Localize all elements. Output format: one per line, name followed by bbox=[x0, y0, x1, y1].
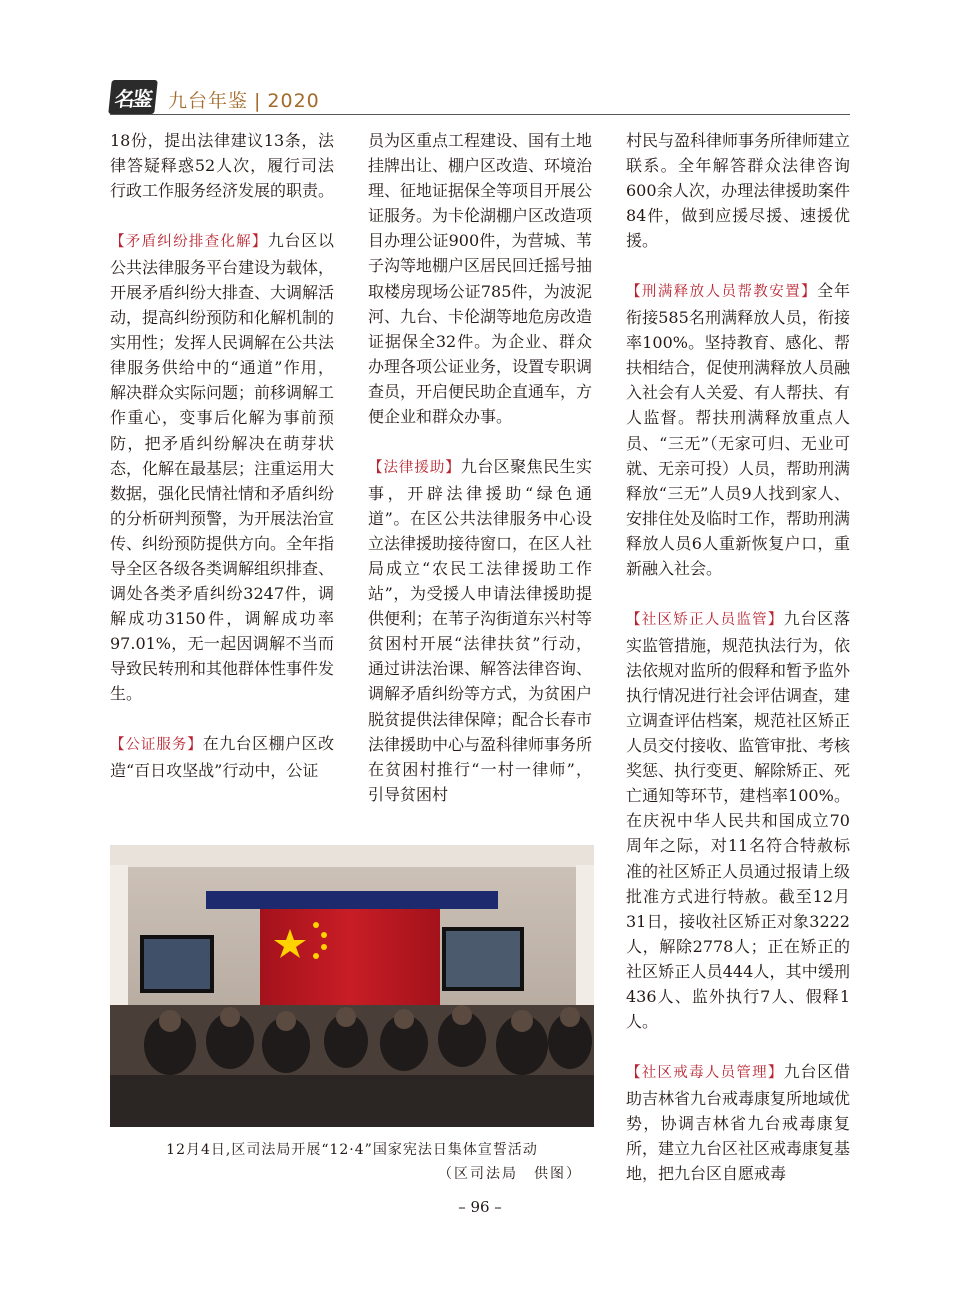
caption-text: 12月4日,区司法局开展“12·4”国家宪法日集体宣誓活动 bbox=[166, 1142, 538, 1158]
section-body: 九台区聚焦民生实事，开辟法律援助“绿色通道”。在区公共法律服务中心设立法律援助接待窗口，在区人社局成立“农民工法律援助工作站”，为受援人申请法律援助提供便利；在苇子沟街道东兴村等贫困村开展“法律扶贫”行动，通过讲法治课、解答法律咨询、调解矛盾纠纷等方式，为贫困户脱贫提供法律保障；配合长春市法律援助中心与盈科律师事务所在贫困村推行“一村一律师”，引导贫困村 bbox=[368, 456, 593, 804]
text-column-2 bbox=[368, 128, 592, 831]
page-number: – 96 – bbox=[458, 1198, 502, 1216]
paragraph: 村民与盈科律师事务所律师建立联系。全年解答群众法律咨询600余人次，办理法律援助案件84件，做到应援尽援、速援优援。 bbox=[626, 131, 851, 251]
section-tag: 【矛盾纠纷排查化解】 bbox=[110, 233, 268, 250]
paragraph: 18份，提出法律建议13条，法律答疑释惑52人次，履行司法行政工作服务经济发展的职责。 bbox=[110, 131, 335, 201]
meeting-room-illustration bbox=[110, 845, 594, 1127]
section-tag: 【社区戒毒人员管理】 bbox=[626, 1064, 784, 1081]
section-body: 在九台区棚户区改造“百日攻坚战”行动中，公证 bbox=[110, 734, 334, 781]
section-tag: 【社区矫正人员监管】 bbox=[626, 611, 784, 628]
section-notary bbox=[110, 731, 334, 783]
photo-caption bbox=[110, 1138, 594, 1186]
section-tag: 【公证服务】 bbox=[110, 737, 203, 754]
section-mediation bbox=[110, 228, 334, 707]
section-legal-aid bbox=[368, 454, 592, 807]
section-body: 九台区借助吉林省九台戒毒康复所地域优势，协调吉林省九台戒毒康复所，建立九台区社区戒毒康复基地，把九台区自愿戒毒 bbox=[626, 1061, 851, 1184]
paragraph: 员为区重点工程建设、国有土地挂牌出让、棚户区改造、环境治理、征地证据保全等项目开展公证服务。为卡伦湖棚户区改造项目办理公证900件，为营城、苇子沟等地棚户区居民回迁摇号抽取楼房现场公证785件，为波泥河、九台、卡伦湖等地危房改造证据保全32件。为企业、群众办理各项公证业务，设置专职调查员，开启便民助企直通车，方便企业和群众办事。 bbox=[368, 131, 593, 427]
page-header bbox=[110, 80, 850, 120]
section-body: 九台区落实监管措施，规范执法行为，依法依规对监所的假释和暂予监外执行情况进行社会评估调查，建立调查评估档案，规范社区矫正人员交付接收、监管审批、考核奖惩、执行变更、解除矫正、死亡通知等环节，建档率100%。在庆祝中华人民共和国成立70周年之际，对11名符合特赦标准的社区矫正人员通过报请上级批准方式进行特赦。截至12月31日，接收社区矫正对象3222人，解除2778人；正在矫正的社区矫正人员444人，其中缓刑436人、监外执行7人、假释1人。 bbox=[626, 608, 851, 1032]
section-body: 九台区以公共法律服务平台建设为载体，开展矛盾纠纷大排查、大调解活动，提高纠纷预防和化解机制的实用性；发挥人民调解在公共法律服务供给中的“通道”作用，解决群众实际问题；前移调解工作重心，变事后化解为事前预防，把矛盾纠纷解决在萌芽状态，化解在最基层；注重运用大数据，强化民情社情和矛盾纠纷的分析研判预警，为开展法治宣传、纠纷预防提供方向。全年指导全区各级各类调解组织排查、调处各类矛盾纠纷3247件，调解成功3150件，调解成功率97.01%，无一起因调解不当而导致民转刑和其他群体性事件发生。 bbox=[110, 230, 335, 704]
section-community-correction bbox=[626, 606, 850, 1035]
text-column-3 bbox=[626, 128, 850, 1211]
section-released-prisoners bbox=[626, 278, 850, 581]
header-rule bbox=[110, 114, 850, 115]
running-title bbox=[168, 86, 320, 113]
event-photo bbox=[110, 845, 594, 1127]
yearbook-title: 九台年鉴 bbox=[168, 90, 249, 112]
yearbook-year: 2020 bbox=[267, 90, 320, 112]
section-tag: 【刑满释放人员帮教安置】 bbox=[626, 283, 818, 300]
yearbook-logo: 名鉴 bbox=[108, 80, 158, 114]
title-separator: | bbox=[254, 90, 262, 112]
text-column-1 bbox=[110, 128, 334, 808]
section-body: 全年衔接585名刑满释放人员，衔接率100%。坚持教育、感化、帮扶相结合，促使刑满释放人员融入社会有人关爱、有人帮扶、有人监督。帮扶刑满释放重点人员、“三无”（无家可归、无业可就、无亲可投）人员，帮助刑满释放“三无”人员9人找到家人、安排住处及临时工作，帮助刑满释放人员6人重新恢复户口，重新融入社会。 bbox=[626, 280, 851, 578]
caption-credit: （区司法局 供图） bbox=[438, 1166, 582, 1182]
section-tag: 【法律援助】 bbox=[368, 459, 461, 476]
section-drug-rehab bbox=[626, 1059, 850, 1186]
